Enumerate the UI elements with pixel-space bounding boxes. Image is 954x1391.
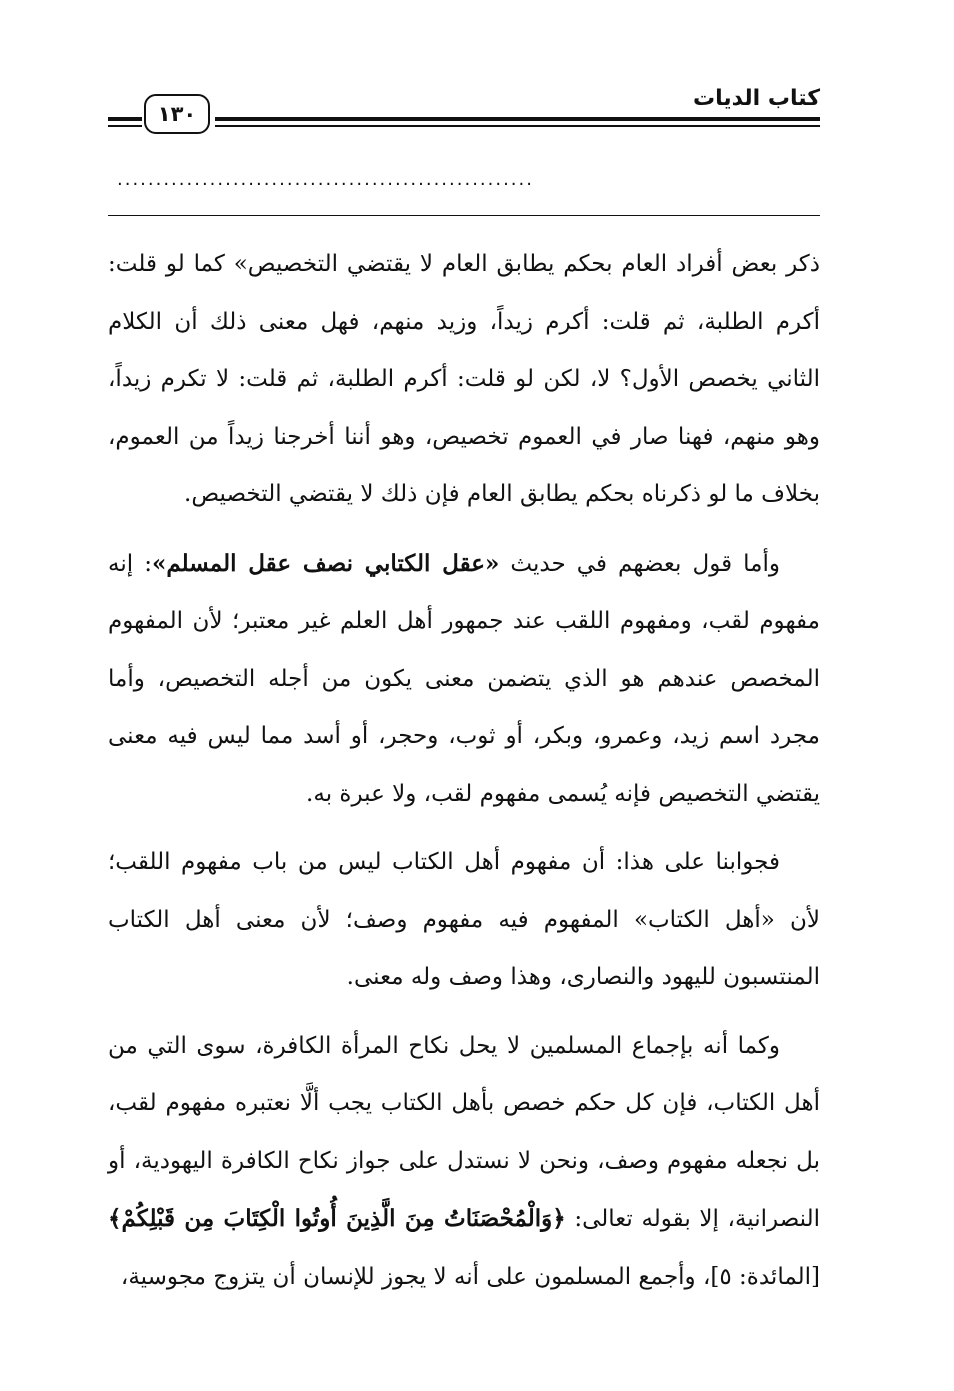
paragraph [108, 1018, 820, 1307]
book-title: كتاب الديات [693, 86, 820, 111]
header-rule-left [108, 117, 142, 121]
footnote-separator [108, 215, 820, 216]
paragraph [108, 535, 820, 824]
paragraph-text: وأما قول بعضهم في حديث [499, 550, 781, 577]
header-rule [215, 117, 820, 121]
paragraph-text: ذكر بعض أفراد العام بحكم يطابق العام لا يقتضي التخصيص» كما لو قلت: أكرم الطلبة، ثم قلت: أكرم زيداً، وزيد منهم، فهل معنى ذلك أن الكلام الثاني يخصص الأول؟ لا، لكن لو قلت: أكرم الطلبة، ثم قلت: لا تكرم زيداً، وهو منهم، فهنا صار في العموم تخصيص، وهو أننا أخرجنا زيداً من العموم، بخلاف ما لو ذكرناه بحكم يطابق العام فإن ذلك لا يقتضي التخصيص. [108, 251, 820, 507]
paragraph [108, 834, 820, 1007]
paragraph-text: : إنه مفهوم لقب، ومفهوم اللقب عند جمهور أهل العلم غير معتبر؛ لأن المفهوم المخصص عندهم هو الذي يتضمن معنى يكون من أجله التخصيص، وأما مجرد اسم زيد، وعمرو، وبكر، أو ثوب، وحجر، أو أسد مما ليس فيه معنى يقتضي التخصيص فإنه يُسمى مفهوم لقب، ولا عبرة به. [108, 550, 820, 807]
text-body [108, 236, 820, 1306]
quran-verse: ﴿وَالْمُحْصَنَاتُ مِنَ الَّذِينَ أُوتُوا الْكِتَابَ مِن قَبْلِكُمْ﴾ [108, 1205, 566, 1232]
dotted-divider: ...................................................... [117, 170, 534, 190]
header-rule-thin [215, 125, 820, 127]
hadith-quote: «عقل الكتابي نصف عقل المسلم» [151, 549, 500, 577]
page-header [108, 84, 820, 136]
page-number: ١٣٠ [144, 94, 210, 134]
paragraph-text: فجوابنا على هذا: أن مفهوم أهل الكتاب ليس من باب مفهوم اللقب؛ لأن «أهل الكتاب» المفهوم فيه مفهوم وصف؛ لأن معنى أهل الكتاب المنتسبون لليهود والنصارى، وهذا وصف وله معنى. [108, 849, 820, 990]
paragraph-text: [المائدة: ٥]، وأجمع المسلمون على أنه لا يجوز للإنسان أن يتزوج مجوسية، [120, 1263, 820, 1290]
header-rule-left-thin [108, 125, 142, 127]
paragraph-text: وكما أنه بإجماع المسلمين لا يحل نكاح المرأة الكافرة، سوى التي من أهل الكتاب، فإن كل حكم خصص بأهل الكتاب يجب ألَّا نعتبره مفهوم لقب، بل نجعله مفهوم وصف، ونحن لا نستدل على جواز نكاح الكافرة اليهودية، أو النصرانية، إلا بقوله تعالى: [108, 1032, 820, 1232]
paragraph [108, 236, 820, 524]
